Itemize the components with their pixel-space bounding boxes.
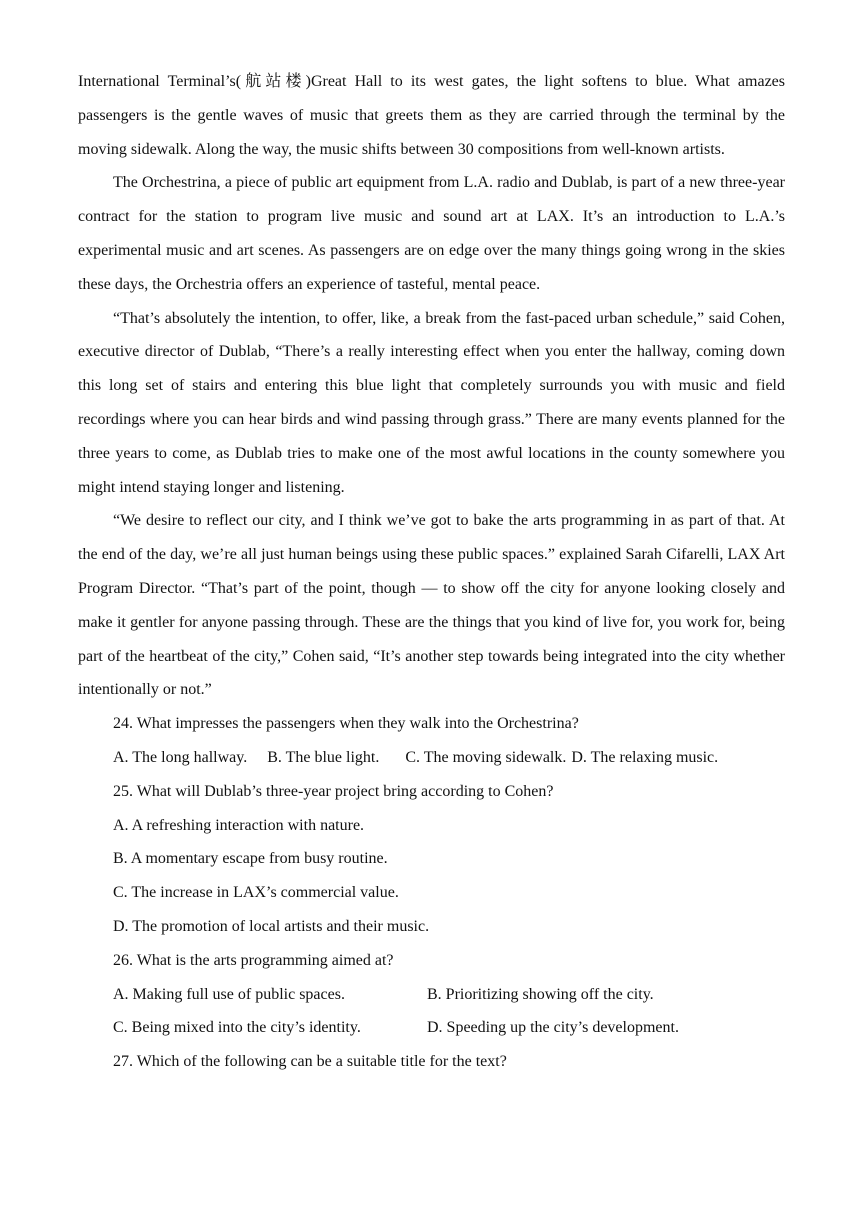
question-25-option-c: C. The increase in LAX’s commercial value. (113, 884, 399, 902)
passage-paragraph-2: The Orchestrina, a piece of public art equipment from L.A. radio and Dublab, is part of a new three-year contract for the station to program live music and sound art at LAX. It’s an introduction to L.A.’s experimental music and art scenes. As passengers are on edge over the many things going wrong in the skies these days, the Orchestria offers an experience of tasteful, mental peace. (78, 174, 785, 293)
question-25-option-d: D. The promotion of local artists and their music. (113, 917, 430, 935)
question-24-options (78, 741, 785, 775)
question-26-option-d: D. Speeding up the city’s development. (427, 1019, 679, 1037)
question-25-stem: 25. What will Dublab’s three-year project bring according to Cohen? (113, 782, 554, 800)
question-26-options-row-2 (78, 1011, 785, 1045)
question-26-option-b: B. Prioritizing showing off the city. (427, 985, 654, 1003)
passage-paragraph-1: International Terminal’s(航站楼)Great Hall to its west gates, the light softens to blue. What amazes passengers is the gentle waves of music that greets them as they are carried through the terminal by the moving sidewalk. Along the way, the music shifts between 30 compositions from well-known artists. (78, 73, 785, 158)
question-26-options-row-1 (78, 978, 785, 1012)
question-24-option-b: B. The blue light. (267, 748, 380, 766)
passage-paragraph-4: “We desire to reflect our city, and I think we’ve got to bake the arts programming in as part of that. At the end of the day, we’re all just human beings using these public spaces.” explained Sarah Cifarelli, LAX Art Program Director. “That’s part of the point, though — to show off the city for anyone looking closely and make it gentler for anyone passing through. These are the things that you kind of live for, you work for, being part of the heartbeat of the city,” Cohen said, “It’s another step towards being integrated into the city whether intentionally or not.” (78, 512, 785, 699)
question-24-option-c: C. The moving sidewalk. (405, 748, 567, 766)
passage-paragraph-3: “That’s absolutely the intention, to offer, like, a break from the fast-paced urban schedule,” said Cohen, executive director of Dublab, “There’s a really interesting effect when you enter the hallway, coming down this long set of stairs and entering this blue light that completely surrounds you with music and field recordings where you can hear birds and wind passing through grass.” There are many events planned for the three years to come, as Dublab tries to make one of the most awful locations in the county somewhere you might intend staying longer and listening. (78, 309, 785, 496)
question-27-stem: 27. Which of the following can be a suitable title for the text? (113, 1053, 507, 1071)
question-24-stem: 24. What impresses the passengers when they walk into the Orchestrina? (113, 715, 579, 733)
question-26-stem: 26. What is the arts programming aimed at? (113, 951, 394, 969)
question-26-option-a: A. Making full use of public spaces. (113, 985, 345, 1003)
question-26-option-c: C. Being mixed into the city’s identity. (113, 1019, 361, 1037)
question-25-option-b: B. A momentary escape from busy routine. (113, 850, 388, 868)
question-24-option-a: A. The long hallway. (113, 748, 248, 766)
question-25-option-a: A. A refreshing interaction with nature. (113, 816, 365, 834)
question-24-option-d: D. The relaxing music. (571, 748, 719, 766)
